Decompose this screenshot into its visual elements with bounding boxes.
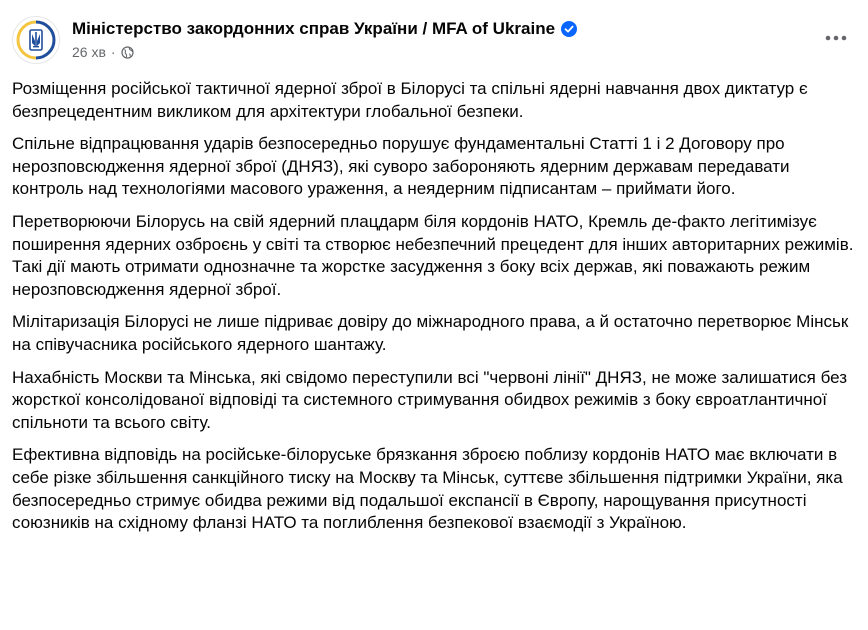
post-timestamp[interactable]: 26 хв	[72, 44, 106, 60]
post-paragraph: Ефективна відповідь на російське-білоруське брязкання зброєю поблизу кордонів НАТО має включати в себе різке збільшення санкційного тиску на Москву та Мінськ, суттєве збільшення підтримки України, яка безпосередньо стримує обидва режими від подальшої експансії в Європу, нарощування присутності союзників на східному фланзі НАТО та поглиблення безпекової взаємодії з Україною.	[12, 445, 843, 533]
more-options-icon	[825, 35, 847, 41]
post-paragraph: Спільне відпрацювання ударів безпосередньо порушує фундаментальні Статті 1 і 2 Договору про нерозповсюдження ядерної зброї (ДНЯЗ), які суворо забороняють ядерним державам передавати контроль над технологіями масового ураження, а неядерним підписантам – приймати його.	[12, 134, 790, 199]
more-options-button[interactable]	[818, 20, 854, 56]
meta-separator: ·	[110, 44, 116, 60]
post-paragraph: Перетворюючи Білорусь на свій ядерний плацдарм біля кордонів НАТО, Кремль де-факто легітимізує поширення ядерних озброєнь у світі та створює небезпечний прецедент для інших авторитарних режимів. Такі дії мають отримати однозначне та жорстке засудження з боку всіх держав, які поважають режим нерозповсюдження ядерної зброї.	[12, 211, 854, 299]
page-avatar[interactable]	[12, 16, 60, 64]
post-paragraph: Нахабність Москви та Мінська, які свідомо переступили всі "червоні лінії" ДНЯЗ, не може залишатися без жорсткої консолідованої відповіді та системного стримування обидвох режимів з боку євроатлантичної спільноти та всього світу.	[12, 367, 848, 432]
post-meta	[72, 44, 134, 60]
post-header	[12, 12, 856, 68]
verified-badge-icon	[561, 21, 577, 37]
post-paragraph: Мілітаризація Білорусі не лише підриває довіру до міжнародного права, а й остаточно перетворює Мінськ на співучасника російського ядерного шантажу.	[12, 312, 849, 354]
ukraine-crest-icon	[13, 17, 59, 63]
globe-icon[interactable]	[121, 46, 134, 59]
post-paragraph: Розміщення російської тактичної ядерної зброї в Білорусі та спільні ядерні навчання двох диктатур є безпрецедентним викликом для архітектури глобальної безпеки.	[12, 79, 808, 121]
post-body	[12, 78, 862, 545]
page-name[interactable]: Міністерство закордонних справ України / MFA of Ukraine	[72, 19, 556, 38]
page-name-link[interactable]	[72, 19, 577, 39]
